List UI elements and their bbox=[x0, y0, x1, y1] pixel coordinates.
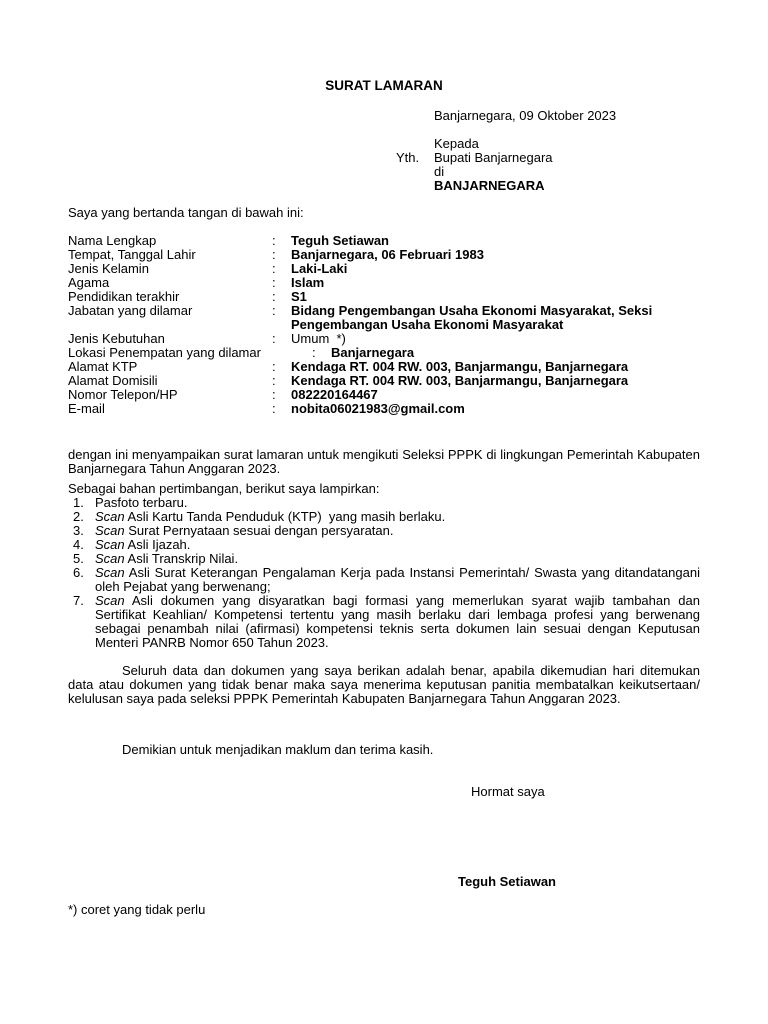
intro-text: Saya yang bertanda tangan di bawah ini: bbox=[68, 205, 304, 220]
field-label: E-mail bbox=[68, 401, 105, 416]
recipient-yth: Yth. bbox=[396, 150, 420, 165]
field-colon: : bbox=[272, 359, 276, 374]
field-value: S1 bbox=[291, 289, 307, 304]
recipient-city-row bbox=[396, 179, 553, 193]
field-colon: : bbox=[272, 401, 276, 416]
field-colon: : bbox=[272, 373, 276, 388]
field-value: Islam bbox=[291, 275, 325, 290]
list-text: Scan Asli Ijazah. bbox=[95, 537, 191, 552]
field-row bbox=[68, 388, 708, 402]
list-text: Scan Asli Transkrip Nilai. bbox=[95, 551, 239, 566]
field-colon: : bbox=[272, 247, 276, 262]
field-value: Bidang Pengembangan Usaha Ekonomi Masyarakat, Seksi Pengembangan Usaha Ekonomi Masyarakat bbox=[291, 303, 653, 332]
list-number: 5. bbox=[73, 551, 84, 566]
recipient-kepada-row bbox=[396, 137, 553, 151]
field-label: Jabatan yang dilamar bbox=[68, 303, 193, 318]
field-label: Jenis Kebutuhan bbox=[68, 331, 165, 346]
field-row bbox=[68, 346, 708, 360]
field-row bbox=[68, 332, 708, 346]
recipient-kepada: Kepada bbox=[434, 136, 479, 151]
field-colon: : bbox=[272, 387, 276, 402]
field-label: Jenis Kelamin bbox=[68, 261, 149, 276]
recipient-di-row bbox=[396, 165, 553, 179]
field-value: Laki-Laki bbox=[291, 261, 348, 276]
recipient-name: Bupati Banjarnegara bbox=[434, 150, 553, 165]
field-colon: : bbox=[272, 233, 276, 248]
field-value: Banjarnegara, 06 Februari 1983 bbox=[291, 247, 484, 262]
recipient-name-row bbox=[396, 151, 553, 165]
letter-title: SURAT LAMARAN bbox=[325, 78, 443, 93]
field-row bbox=[68, 304, 708, 332]
field-colon: : bbox=[312, 345, 316, 360]
field-value: nobita06021983@gmail.com bbox=[291, 401, 465, 416]
list-number: 3. bbox=[73, 523, 84, 538]
field-colon: : bbox=[272, 275, 276, 290]
list-number: 4. bbox=[73, 537, 84, 552]
closing-salutation: Hormat saya bbox=[471, 784, 545, 799]
paragraph-attachments-intro: Sebagai bahan pertimbangan, berikut saya lampirkan: bbox=[68, 481, 380, 496]
field-colon: : bbox=[272, 261, 276, 276]
recipient-spacer bbox=[396, 137, 434, 151]
list-item bbox=[68, 593, 704, 650]
field-value: Kendaga RT. 004 RW. 003, Banjarmangu, Banjarnegara bbox=[291, 373, 629, 388]
list-item bbox=[68, 538, 700, 552]
field-colon: : bbox=[272, 303, 276, 318]
footnote: *) coret yang tidak perlu bbox=[68, 902, 206, 917]
list-item bbox=[68, 524, 700, 538]
list-text: Scan Surat Pernyataan sesuai dengan persyaratan. bbox=[95, 523, 394, 538]
field-row bbox=[68, 374, 708, 388]
field-colon: : bbox=[272, 289, 276, 304]
field-label: Tempat, Tanggal Lahir bbox=[68, 247, 196, 262]
field-value: 082220164467 bbox=[291, 387, 378, 402]
signer-name: Teguh Setiawan bbox=[458, 874, 556, 889]
paragraph-purpose: dengan ini menyampaikan surat lamaran untuk mengikuti Seleksi PPPK di lingkungan Pemerintah Kabupaten Banjarnegara Tahun Anggaran 2023. bbox=[68, 447, 700, 476]
place-date: Banjarnegara, 09 Oktober 2023 bbox=[434, 108, 617, 123]
recipient-di: di bbox=[434, 164, 445, 179]
list-number: 7. bbox=[73, 593, 84, 608]
field-row bbox=[68, 234, 708, 248]
field-value: Umum *) bbox=[291, 331, 346, 346]
field-label: Lokasi Penempatan yang dilamar bbox=[68, 345, 261, 360]
list-item bbox=[68, 552, 700, 566]
recipient-spacer bbox=[396, 165, 434, 179]
list-item bbox=[68, 565, 704, 594]
field-row bbox=[68, 276, 708, 290]
list-number: 1. bbox=[73, 495, 84, 510]
field-row bbox=[68, 290, 708, 304]
field-row bbox=[68, 248, 708, 262]
field-label: Agama bbox=[68, 275, 110, 290]
field-label: Alamat Domisili bbox=[68, 373, 158, 388]
recipient-block bbox=[396, 137, 553, 193]
list-item bbox=[68, 496, 700, 510]
field-label: Pendidikan terakhir bbox=[68, 289, 180, 304]
list-text: Scan Asli Surat Keterangan Pengalaman Kerja pada Instansi Pemerintah/ Swasta yang ditandatangani oleh Pejabat yang berwenang; bbox=[95, 565, 704, 594]
field-value: Banjarnegara bbox=[331, 345, 415, 360]
paragraph-closing: Demikian untuk menjadikan maklum dan terima kasih. bbox=[122, 742, 434, 757]
recipient-spacer bbox=[396, 179, 434, 193]
list-text: Scan Asli Kartu Tanda Penduduk (KTP) yang masih berlaku. bbox=[95, 509, 446, 524]
field-label: Nama Lengkap bbox=[68, 233, 157, 248]
paragraph-declaration: Seluruh data dan dokumen yang saya berikan adalah benar, apabila dikemudian hari ditemukan data atau dokumen yang tidak benar maka saya menerima keputusan panitia membatalkan keikutsertaan/ kelulusan saya pada seleksi PPPK Pemerintah Kabupaten Banjarnegara Tahun Anggaran 2023. bbox=[68, 663, 700, 706]
recipient-city: BANJARNEGARA bbox=[434, 178, 545, 193]
list-text: Pasfoto terbaru. bbox=[95, 495, 188, 510]
list-number: 2. bbox=[73, 509, 84, 524]
list-text: Scan Asli dokumen yang disyaratkan bagi formasi yang memerlukan syarat wajib tambahan dan Sertifikat Keahlian/ Kompetensi tertentu yang masih berlaku dari lembaga profesi yang berwenang sebagai penambah nilai (afirmasi) kompetensi teknis serta dokumen lain sesuai dengan Keputusan Menteri PANRB Nomor 650 Tahun 2023. bbox=[95, 593, 704, 650]
applicant-details bbox=[68, 234, 708, 416]
field-row bbox=[68, 402, 708, 416]
field-colon: : bbox=[272, 331, 276, 346]
list-number: 6. bbox=[73, 565, 84, 580]
field-row bbox=[68, 360, 708, 374]
list-item bbox=[68, 510, 700, 524]
attachment-list bbox=[68, 495, 704, 650]
field-label: Alamat KTP bbox=[68, 359, 138, 374]
field-label: Nomor Telepon/HP bbox=[68, 387, 178, 402]
field-value: Kendaga RT. 004 RW. 003, Banjarmangu, Banjarnegara bbox=[291, 359, 629, 374]
field-row bbox=[68, 262, 708, 276]
field-value: Teguh Setiawan bbox=[291, 233, 389, 248]
